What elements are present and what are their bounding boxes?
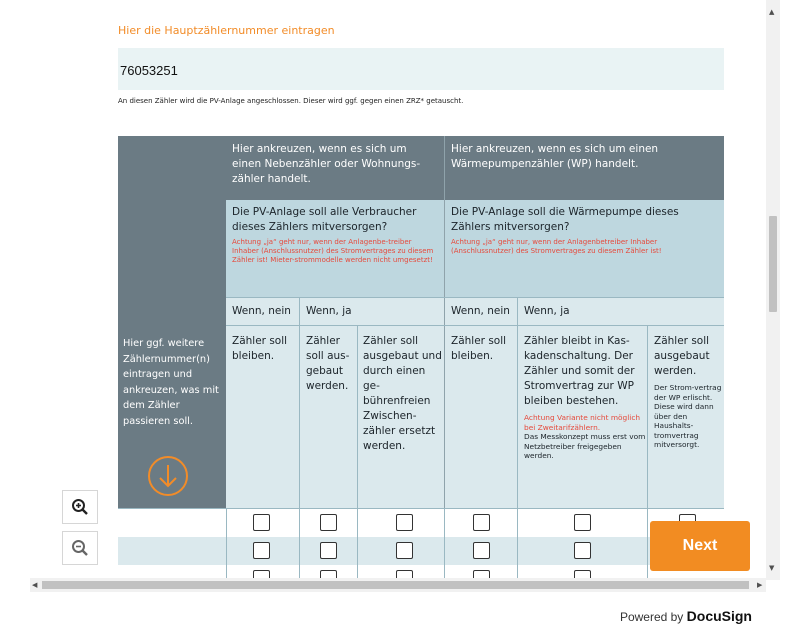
arrow-down-icon: [148, 456, 188, 496]
left-label-cell: [118, 136, 226, 508]
checkbox-row-1: [118, 509, 724, 537]
wp-no-label: Wenn, nein: [451, 305, 510, 317]
checkbox-r1-c5[interactable]: [574, 514, 591, 531]
checkbox-r2-c3[interactable]: [396, 542, 413, 559]
wp-yes-label: Wenn, ja: [524, 305, 570, 317]
checkbox-r1-c2[interactable]: [320, 514, 337, 531]
option-wp-cascade: Zähler bleibt in Kas-kadenschaltung. Der Zähler und somit der Stromvertrag zur WP bleiben bestehen.: [524, 335, 635, 407]
vertical-scroll-thumb[interactable]: [769, 216, 777, 312]
options-row: [226, 325, 724, 508]
left-label-text: Hier ggf. weitere Zählernummer(n) eintragen und ankreuzen, was mit dem Zähler passieren soll.: [123, 338, 219, 427]
nz-no-label: Wenn, nein: [232, 305, 291, 317]
option-wp-cascade-warning: Achtung Variante nicht möglich bei Zweitarifzählern.: [524, 413, 641, 432]
option-nz-remove: Zähler soll aus-gebaut werden.: [306, 335, 350, 392]
nz-question-cell: [226, 200, 444, 297]
checkbox-r1-c3[interactable]: [396, 514, 413, 531]
horizontal-scrollbar[interactable]: [30, 578, 766, 592]
nz-question-text: Die PV-Anlage soll alle Verbraucher dieses Zählers mitversorgen?: [232, 206, 417, 233]
vertical-scrollbar[interactable]: [766, 0, 780, 580]
zoom-out-button[interactable]: [62, 531, 98, 565]
nz-yes-label: Wenn, ja: [306, 305, 352, 317]
meter-note: An diesen Zähler wird die PV-Anlage angeschlossen. Dieser wird ggf. gegen einen ZRZ* getauscht.: [118, 97, 464, 105]
wp-warning-text: Achtung „ja“ geht nur, wenn der Anlagenbetreiber Inhaber (Anschlussnutzer) des Stromvertrages zu diesem Zähler ist!: [451, 238, 662, 255]
wp-header-text: Hier ankreuzen, wenn es sich um einen Wärmepumpenzähler (WP) handelt.: [451, 143, 659, 170]
nz-header-text: Hier ankreuzen, wenn es sich um einen Nebenzähler oder Wohnungs-zähler handelt.: [232, 143, 421, 185]
zoom-in-icon: [71, 498, 89, 516]
checkbox-r2-c2[interactable]: [320, 542, 337, 559]
checkbox-r1-c4[interactable]: [473, 514, 490, 531]
horizontal-scroll-thumb[interactable]: [42, 581, 749, 589]
option-wp-keep: Zähler soll bleiben.: [451, 335, 507, 362]
main-meter-heading: Hier die Hauptzählernummer eintragen: [118, 24, 335, 37]
checkbox-r2-c4[interactable]: [473, 542, 490, 559]
main-meter-input[interactable]: [118, 48, 724, 90]
powered-by-text: Powered by: [619, 610, 684, 624]
wp-yesno-row: [444, 297, 724, 325]
nz-warning-text: Achtung „ja“ geht nur, wenn der Anlagenbe-treiber Inhaber (Anschlussnutzer) des Stromvertrages zu diesem Zähler ist! Mieter-strommodelle werden nicht umgesetzt!: [232, 238, 434, 264]
scroll-right-icon[interactable]: ▶: [757, 581, 763, 589]
wp-question-cell: [444, 200, 724, 297]
option-wp-cascade-note: Das Messkonzept muss erst vom Netzbetreiber freigegeben werden.: [524, 432, 646, 460]
zoom-in-button[interactable]: [62, 490, 98, 524]
option-wp-remove-note: Der Strom-vertrag der WP erlischt. Diese wird dann über den Haushalts-tromvertrag mitversorgt.: [654, 383, 722, 449]
zoom-out-icon: [71, 539, 89, 557]
option-wp-remove: Zähler soll ausgebaut werden.: [654, 335, 710, 377]
checkbox-row-2: [118, 537, 724, 565]
wp-question-text: Die PV-Anlage soll die Wärmepumpe dieses Zählers mitversorgen?: [451, 206, 679, 233]
scroll-down-icon[interactable]: ▼: [769, 564, 775, 572]
checkbox-r1-c1[interactable]: [253, 514, 270, 531]
scroll-left-icon[interactable]: ◀: [32, 581, 38, 589]
docusign-logo: DocuSign: [686, 608, 752, 624]
scroll-up-icon[interactable]: ▲: [769, 8, 775, 16]
checkbox-r2-c5[interactable]: [574, 542, 591, 559]
wp-header-cell: [444, 136, 724, 200]
next-button[interactable]: Next: [650, 521, 750, 571]
nz-header-cell: [226, 136, 444, 200]
option-nz-keep: Zähler soll bleiben.: [232, 335, 288, 362]
option-nz-replace: Zähler soll ausgebaut und durch einen ge-bührenfreien Zwischen-zähler ersetzt werden.: [363, 335, 442, 452]
powered-by: [620, 608, 752, 624]
checkbox-r2-c1[interactable]: [253, 542, 270, 559]
nz-yesno-row: [226, 297, 444, 325]
meter-table: [118, 136, 724, 580]
main-meter-value: 76053251: [120, 63, 178, 78]
